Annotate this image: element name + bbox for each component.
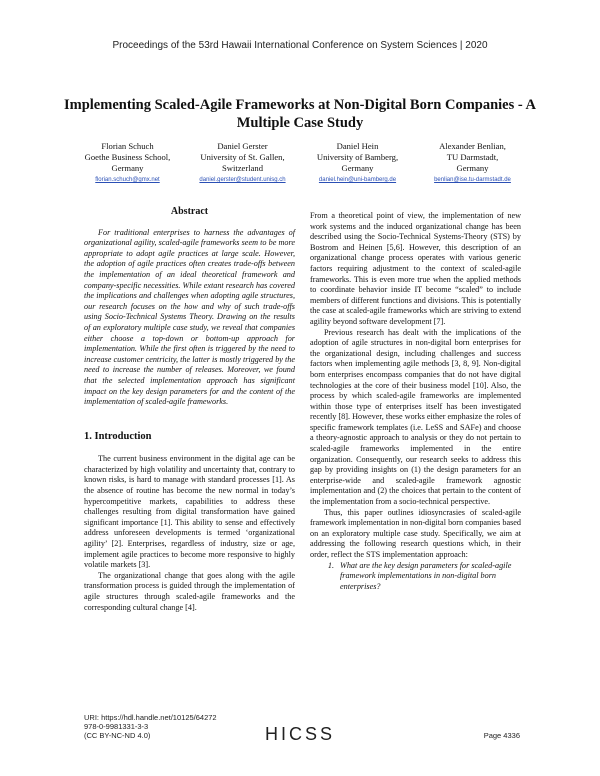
footer-uri: URI: https://hdl.handle.net/10125/64272 [84,713,217,722]
author-block [185,141,300,186]
body-paragraph: The current business environment in the digital age can be characterized by high volatility and uncertainty that, contrary to known risks, is hard to manage with standard processes [1]. As the absence of routine has become the new normal in today’s hypercompetitive markets, capabilities to address these challenges resulting from digital transformation have gained significant importance [1]. This ability to sense and effectively address unforeseen developments is termed ‘organizational agility’ [2]. Enterprises, regardless of industry, size or age, implement agile practices to become more responsive to highly volatile markets [3]. [84,454,295,570]
footer-isbn: 978-0-9981331-3-3 [84,722,149,731]
author-email-link[interactable]: daniel.hein@uni-bamberg.de [318,177,397,183]
author-affiliation: University of Bamberg, [316,152,399,162]
body-paragraph: From a theoretical point of view, the implementation of new work systems and the induced organizational change has been described using the Socio-Technical Systems-Theory (STS) by Bostrom and Heinen [5,6]. However, this description of an organizational change process operates with various generic factors requiring adjustment to the context of scaled-agile frameworks. This is even more true when the applied methods to coordinate behavior inside IT become “scaled” to include members of different functions and divisions. This is potentially the case at scaled-agile frameworks which are striving to extend agility beyond software development [7]. [310,211,521,326]
author-affiliation: TU Darmstadt, [446,152,499,162]
footer-license: (CC BY-NC-ND 4.0) [84,731,151,740]
author-country: Germany [111,163,144,173]
author-block [70,141,185,186]
abstract-heading: Abstract [170,206,209,217]
author-email-link[interactable]: florian.schuch@gmx.net [95,177,160,183]
page-number: Page 4336 [483,731,520,740]
research-question-number: 1. [327,560,334,570]
research-question-list [310,561,521,593]
body-paragraph: Thus, this paper outlines idiosyncrasies of scaled-agile framework implementation in non-digital born companies based on an exploratory multiple case study. Specifically, we aim at addressing the following research questions which, in their order, reflect the STS implementation approach: [310,507,521,559]
right-column [310,211,521,592]
hicss-logo: HICSS [264,724,335,744]
author-name: Florian Schuch [101,141,154,151]
author-country: Switzerland [221,163,264,173]
author-block [415,141,530,186]
left-column [84,207,295,613]
author-list [70,141,530,186]
author-email-link[interactable]: benlian@ise.tu-darmstadt.de [434,177,511,183]
author-affiliation: Goethe Business School, [84,152,171,162]
author-country: Germany [456,163,489,173]
author-name: Daniel Hein [336,141,379,151]
body-paragraph: The organizational change that goes along with the agile transformation process is guided through the implementation of agile structures through scaled-agile frameworks and the corresponding cultural change [4]. [84,570,295,612]
author-block [300,141,415,186]
author-name: Daniel Gerster [217,141,268,151]
research-question-item [310,561,521,593]
body-paragraph: Previous research has dealt with the implications of the adoption of agile structures in non-digital born enterprises for the organizational design, including challenges and success factors when implementing agile methods [3, 8, 9]. Non-digital born enterprises encompass companies that do not have digital technologies at the core of their business model [10]. Also, the process by which scaled-agile frameworks are implemented within those type of enterprises itself has been investigated recently [8]. However, these works either emphasize the roles of specific framework templates (i.e. LeSS and SAFe) and choose a theory-agnostic approach to analysis or they do not pertain to scaled-agile frameworks implemented in the entire organization. Consequently, our research seeks to address this gap by providing insights on (1) the design parameters for an enterprise-wide and scaled-agile framework agnostic implementation and (2) the choices that pertain to the content of the implementation from a socio-technical perspective. [310,327,521,507]
section-heading-introduction: 1. Introduction [84,430,152,442]
proceedings-header: Proceedings of the 53rd Hawaii International Conference on System Sciences | 2020 [112,40,488,51]
paper-title: Implementing Scaled-Agile Frameworks at Non-Digital Born Companies - A Multiple Case Study [63,97,537,131]
author-affiliation: University of St. Gallen, [200,152,285,162]
research-question-text: What are the key design parameters for scaled-agile framework implementations in non-digital born enterprises? [340,560,512,591]
author-country: Germany [341,163,374,173]
author-email-link[interactable]: daniel.gerster@student.unisg.ch [199,177,286,183]
author-name: Alexander Benlian, [439,141,506,151]
abstract-body: For traditional enterprises to harness the advantages of organizational agility, scaled-agile frameworks seem to be more appropriate to adopt agile practices at large scale. However, the adoption of agile practices often creates trade-offs between the implementation of an ideal theoretical framework and company-specific necessities. While extant research has covered the implications and challenges when adopting agile structures, our research focuses on the how and why of such trade-offs using Socio-Technical Systems Theory. Drawing on the results of an exploratory multiple case study, we reveal that companies either choose a top-down or bottom-up approach for implementation. While the first often is triggered by the need to increase customer centricity, the latter is mostly triggered by the need to increase the number of releases. Moreover, we found that the selected implementation approach has significant impact on the key design parameters for and the content of the implementation of scaled-agile frameworks. [84,227,295,407]
